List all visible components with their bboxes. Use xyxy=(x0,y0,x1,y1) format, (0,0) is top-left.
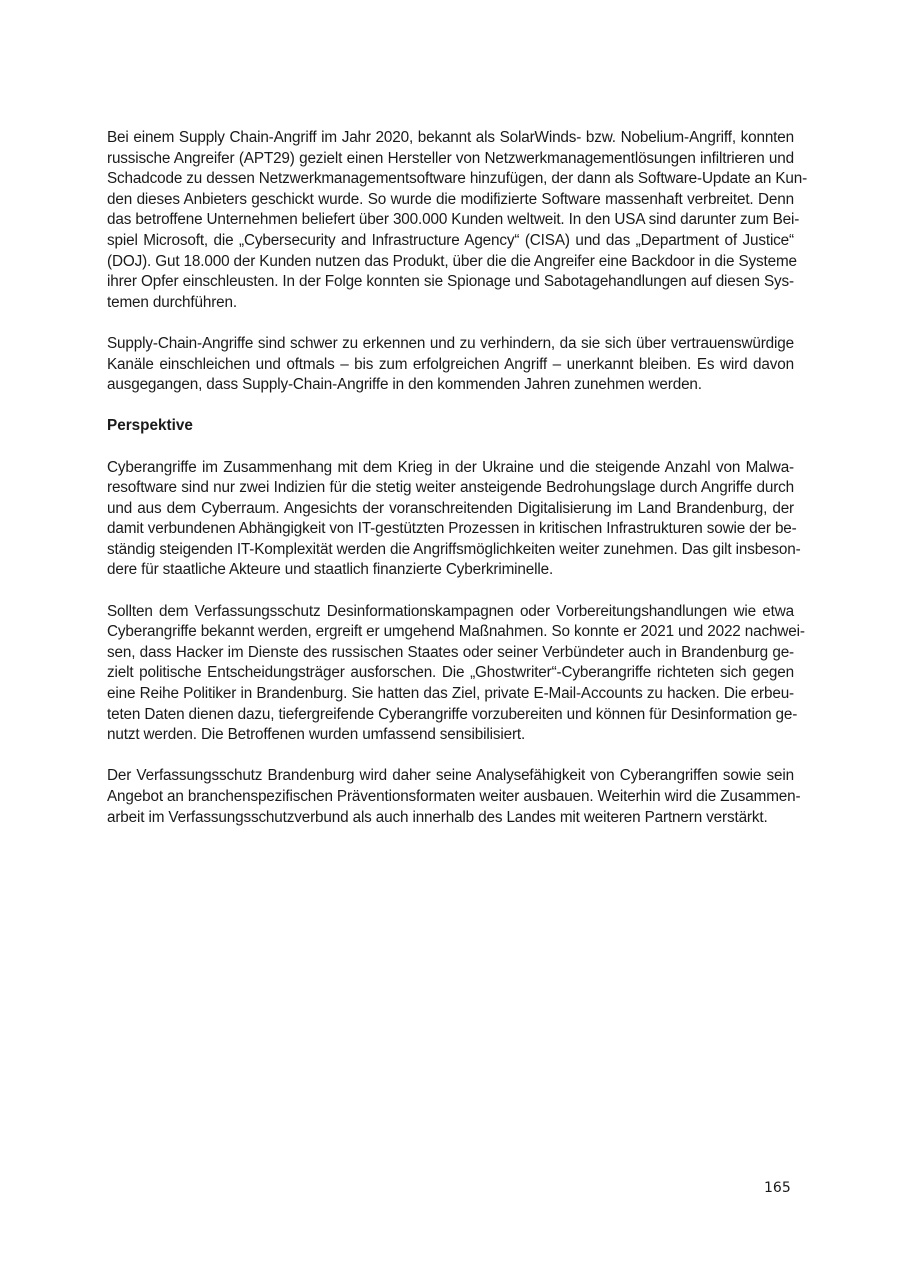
text-line: ständig steigenden IT-Komplexität werden die Angriffsmöglichkeiten weiter zunehmen. Das gilt insbeson- xyxy=(107,540,801,558)
text-line: resoftware sind nur zwei Indizien für die stetig weiter ansteigende Bedrohungslage durch Angriffe durch xyxy=(107,479,794,497)
text-line: teten Daten dienen dazu, tiefergreifende Cyberangriffe vorzubereiten und können für Desinformation ge- xyxy=(107,705,798,723)
text-line: damit verbundenen Abhängigkeit von IT-gestützten Prozessen in kritischen Infrastrukturen sowie der be- xyxy=(107,520,797,538)
page-number: 165 xyxy=(764,1180,791,1196)
paragraph xyxy=(107,602,805,746)
paragraph xyxy=(107,334,794,396)
text-line: arbeit im Verfassungsschutzverbund als auch innerhalb des Landes mit weiteren Partnern verstärkt. xyxy=(107,808,768,826)
section-supply-chain xyxy=(107,128,808,396)
text-line: das betroffene Unternehmen beliefert über 300.000 Kunden weltweit. In den USA sind darunter zum Bei- xyxy=(107,211,800,229)
text-line: zielt politische Entscheidungsträger ausforschen. Die „Ghostwriter“-Cyberangriffe richteten sich gegen xyxy=(107,664,794,682)
text-line: Bei einem Supply Chain-Angriff im Jahr 2020, bekannt als SolarWinds- bzw. Nobelium-Angriff, konnten xyxy=(107,129,794,146)
text-line: nutzt werden. Die Betroffenen wurden umfassend sensibilisiert. xyxy=(107,726,526,744)
text-line: ausgegangen, dass Supply-Chain-Angriffe in den kommenden Jahren zunehmen werden. xyxy=(107,376,702,394)
text-line: Sollten dem Verfassungsschutz Desinformationskampagnen oder Vorbereitungshandlungen wie etwa xyxy=(107,602,794,620)
text-line: Supply-Chain-Angriffe sind schwer zu erkennen und zu verhindern, da sie sich über vertrauenswürdige xyxy=(107,334,794,352)
section-heading: Perspektive xyxy=(107,417,193,435)
text-line: Der Verfassungsschutz Brandenburg wird daher seine Analysefähigkeit von Cyberangriffen sowie sein xyxy=(107,767,794,785)
text-line: den dieses Anbieters geschickt wurde. So wurde die modifizierte Software massenhaft verbreitet. Denn xyxy=(107,190,794,208)
text-line: Cyberangriffe im Zusammenhang mit dem Krieg in der Ukraine und die steigende Anzahl von Malwa- xyxy=(107,458,794,476)
text-line: ihrer Opfer einschleusten. In der Folge konnten sie Spionage und Sabotagehandlungen auf diesen Sys- xyxy=(107,273,794,291)
text-line: (DOJ). Gut 18.000 der Kunden nutzen das Produkt, über die die Angreifer eine Backdoor in die Systeme xyxy=(107,252,797,270)
text-line: spiel Microsoft, die „Cybersecurity and Infrastructure Agency“ (CISA) und das „Department of Justice“ xyxy=(107,231,794,249)
paragraph xyxy=(107,766,801,828)
text-line: Kanäle einschleichen und oftmals – bis zum erfolgreichen Angriff – unerkannt bleiben. Es wird davon xyxy=(107,355,794,373)
text-line: Cyberangriffe bekannt werden, ergreift er umgehend Maßnahmen. So konnte er 2021 und 2022 nachwei- xyxy=(107,623,805,641)
document-body xyxy=(107,128,808,849)
text-line: temen durchführen. xyxy=(107,293,237,311)
text-line: dere für staatliche Akteure und staatlich finanzierte Cyberkriminelle. xyxy=(107,561,554,579)
paragraph xyxy=(107,458,801,582)
text-line: Schadcode zu dessen Netzwerkmanagementsoftware hinzufügen, der dann als Software-Update an Kun- xyxy=(107,170,808,188)
text-line: eine Reihe Politiker in Brandenburg. Sie hatten das Ziel, private E-Mail-Accounts zu hacken. Die erbeu- xyxy=(107,685,794,703)
section-perspektive xyxy=(107,458,805,829)
text-line: sen, dass Hacker im Dienste des russischen Staates oder seiner Verbündeter auch in Brandenburg ge- xyxy=(107,643,794,661)
text-line: und aus dem Cyberraum. Angesichts der voranschreitenden Digitalisierung im Land Brandenburg, der xyxy=(107,499,794,517)
paragraph xyxy=(107,128,808,313)
text-line: Angebot an branchenspezifischen Präventionsformaten weiter ausbauen. Weiterhin wird die Zusammen- xyxy=(107,788,801,805)
text-line: russische Angreifer (APT29) gezielt einen Hersteller von Netzwerkmanagementlösungen infiltrieren und xyxy=(107,149,794,167)
